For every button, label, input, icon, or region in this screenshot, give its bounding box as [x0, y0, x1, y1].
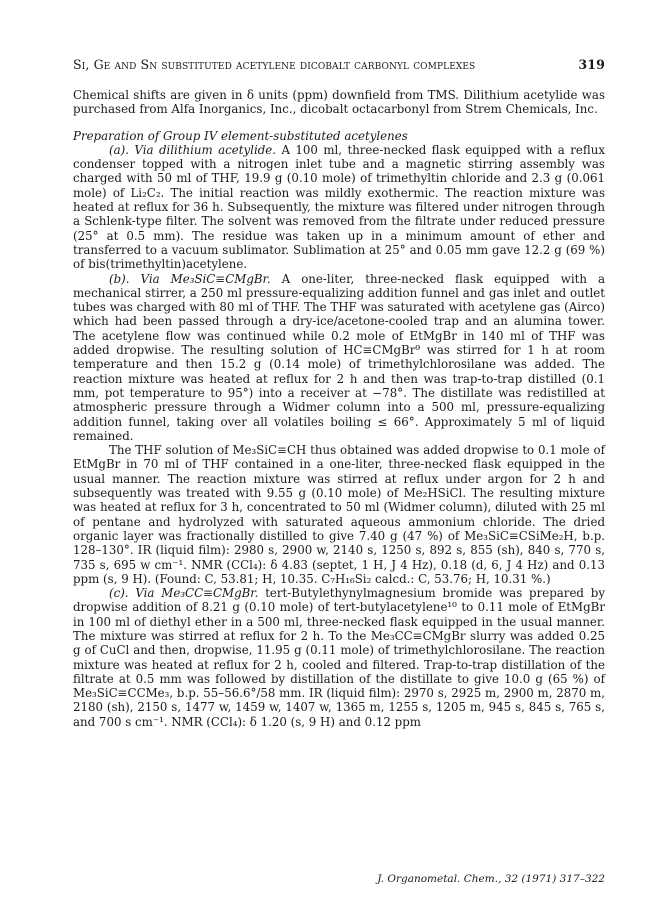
procedure-c-paragraph [73, 586, 605, 729]
page-number: 319 [578, 57, 605, 72]
procedure-b-paragraph [73, 272, 605, 444]
procedure-b-text: A one-liter, three-necked flask equipped with a mechanical stirrer, a 250 ml pressure-equalizing addition funnel and gas inlet and outlet tubes was charged with 80 ml of THF. The THF was saturated with acetylene gas (Airco) which had been passed through a dry-ice/acetone-cooled trap and an alumina tower. The acetylene flow was continued while 0.2 mole of EtMgBr in 140 ml of THF was added dropwise. The resulting solution of HC≡CMgBr⁹ was stirred for 1 h at room temperature and then 15.2 g (0.14 mole) of trimethylchlorosilane was added. The reaction mixture was heated at reflux for 2 h and then was trap-to-trap distilled (0.1 mm, pot temperature to 95°) into a receiver at −78°. The distillate was redistilled at atmospheric pressure through a Widmer column into a 500 ml, pressure-equalizing addition funnel, taking over all volatiles boiling ≤ 66°. Approximately 5 ml of liquid remained. [73, 271, 605, 443]
intro-paragraph: Chemical shifts are given in δ units (ppm) downfield from TMS. Dilithium acetylide was purchased from Alfa Inorganics, Inc., dicobalt octacarbonyl from Strem Chemicals, Inc. [73, 88, 605, 117]
procedure-b-continuation: The THF solution of Me₃SiC≡CH thus obtained was added dropwise to 0.1 mole of EtMgBr in 70 ml of THF contained in a one-liter, three-necked flask equipped in the usual manner. The reaction mixture was stirred at reflux under argon for 2 h and subsequently was treated with 9.55 g (0.10 mole) of Me₂HSiCl. The resulting mixture was heated at reflux for 3 h, concentrated to 50 ml (Widmer column), diluted with 25 ml of pentane and hydrolyzed with saturated aqueous ammonium chloride. The dried organic layer was fractionally distilled to give 7.40 g (47 %) of Me₃SiC≡CSiMe₂H, b.p. 128–130°. IR (liquid film): 2980 s, 2900 w, 2140 s, 1250 s, 892 s, 855 (sh), 840 s, 770 s, 735 s, 695 w cm⁻¹. NMR (CCl₄): δ 4.83 (septet, 1 H, J 4 Hz), 0.18 (d, 6, J 4 Hz) and 0.13 ppm (s, 9 H). (Found: C, 53.81; H, 10.35. C₇H₁₆Si₂ calcd.: C, 53.76; H, 10.31 %.) [73, 443, 605, 586]
running-header [73, 57, 605, 75]
procedure-b-label: (b). Via Me₃SiC≡CMgBr. [109, 271, 271, 286]
journal-citation: J. Organometal. Chem., 32 (1971) 317–322 [377, 873, 605, 885]
procedure-a-paragraph [73, 143, 605, 272]
running-title: Si, Ge and Sn substituted acetylene dicobalt carbonyl complexes [73, 57, 476, 72]
procedure-c-text: tert-Butylethynylmagnesium bromide was prepared by dropwise addition of 8.21 g (0.10 mole) of tert-butylacetylene¹⁰ to 0.11 mole of EtMgBr in 100 ml of diethyl ether in a 500 ml, three-necked flask equipped in the usual manner. The mixture was stirred at reflux for 2 h. To the Me₃CC≡CMgBr slurry was added 0.25 g of CuCl and then, dropwise, 11.95 g (0.11 mole) of trimethylchlorosilane. The reaction mixture was heated at reflux for 2 h, cooled and filtered. Trap-to-trap distillation of the filtrate at 0.5 mm was followed by distillation of the distillate to give 10.0 g (65 %) of Me₃SiC≡CCMe₃, b.p. 55–56.6°/58 mm. IR (liquid film): 2970 s, 2925 m, 2900 m, 2870 m, 2180 (sh), 2150 s, 1477 w, 1459 w, 1407 w, 1365 m, 1255 s, 1205 m, 945 s, 845 s, 765 s, and 700 s cm⁻¹. NMR (CCl₄): δ 1.20 (s, 9 H) and 0.12 ppm [73, 586, 605, 729]
article-body [73, 88, 605, 729]
procedure-a-text: A 100 ml, three-necked flask equipped with a reflux condenser topped with a nitrogen inlet tube and a magnetic stirring assembly was charged with 50 ml of THF, 19.9 g (0.10 mole) of trimethyltin chloride and 2.3 g (0.061 mole) of Li₂C₂. The initial reaction was mildly exothermic. The reaction mixture was heated at reflux for 36 h. Subsequently, the mixture was filtered under nitrogen through a Schlenk-type filter. The solvent was removed from the filtrate under reduced pressure (25° at 0.5 mm). The residue was taken up in a minimum amount of ether and transferred to a vacuum sublimator. Sublimation at 25° and 0.05 mm gave 12.2 g (69 %) of bis(trimethyltin)acetylene. [73, 142, 605, 272]
section-heading: Preparation of Group IV element-substituted acetylenes [73, 128, 408, 143]
procedure-a-label: (a). Via dilithium acetylide. [109, 142, 277, 157]
procedure-c-label: (c). Via Me₃CC≡CMgBr. [109, 586, 259, 601]
